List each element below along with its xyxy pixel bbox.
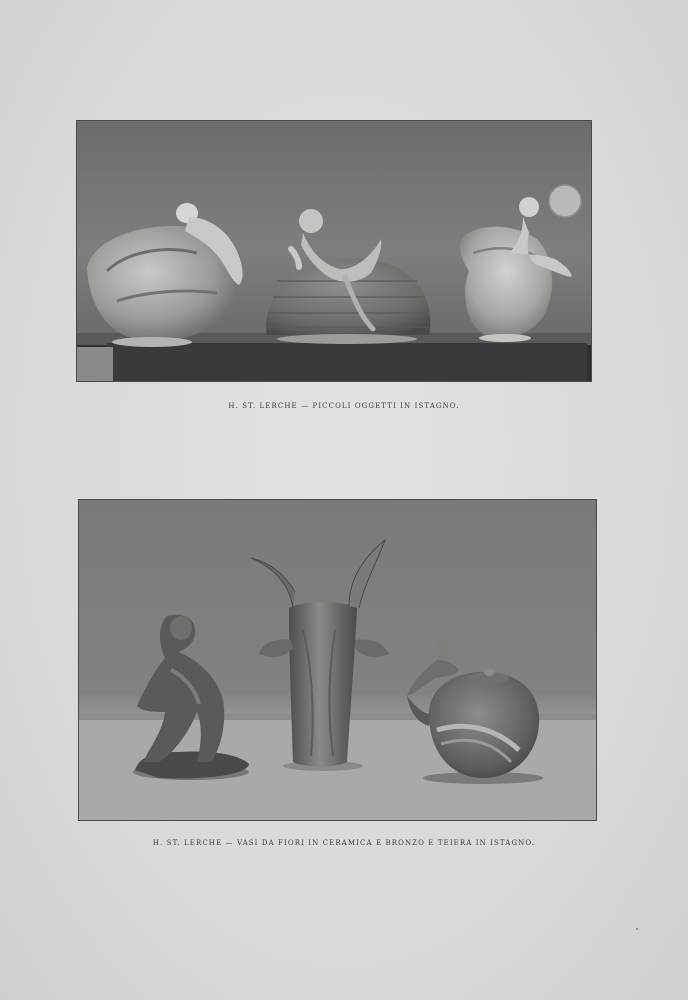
plate-caption-top: H. ST. LERCHE — PICCOLI OGGETTI IN ISTAGNO.: [228, 402, 460, 410]
photo-plate-vases-and-teapot: [79, 500, 596, 820]
photo-plate-small-pewter-objects: [77, 121, 591, 381]
plate-caption-bottom: H. ST. LERCHE — VASI DA FIORI IN CERAMICA E BRONZO E TEIERA IN ISTAGNO.: [152, 839, 536, 847]
paper-speck: [636, 928, 638, 930]
